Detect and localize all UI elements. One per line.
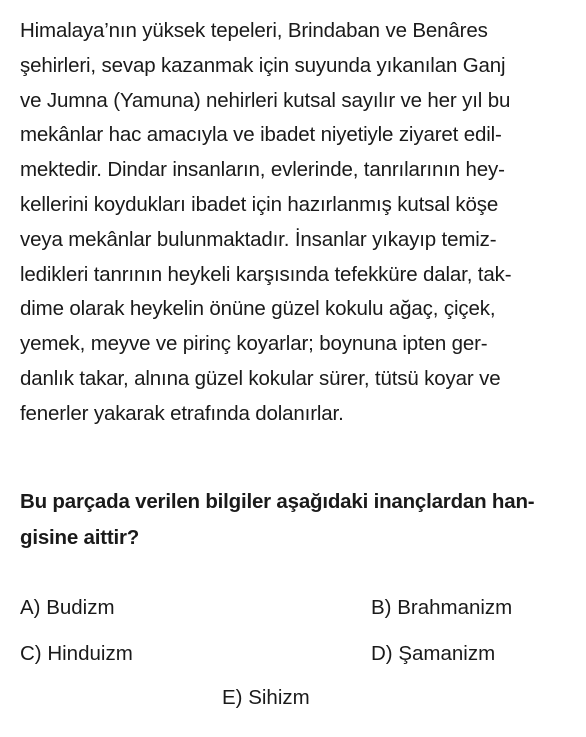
answer-option-d[interactable]: D) Şamanizm bbox=[371, 642, 496, 665]
passage-line: yemek, meyve ve pirinç koyarlar; boynuna ipten ger- bbox=[20, 332, 488, 356]
answer-option-a[interactable]: A) Budizm bbox=[20, 596, 115, 619]
question-line: gisine aittir? bbox=[20, 526, 140, 549]
passage-line: dime olarak heykelin önüne güzel kokulu ağaç, çiçek, bbox=[20, 297, 496, 321]
question-line: Bu parçada verilen bilgiler aşağıdaki inançlardan han- bbox=[20, 490, 535, 513]
answer-option-c[interactable]: C) Hinduizm bbox=[20, 642, 133, 665]
passage-line: şehirleri, sevap kazanmak için suyunda yıkanılan Ganj bbox=[20, 53, 506, 77]
passage-line: ledikleri tanrının heykeli karşısında tefekküre dalar, tak- bbox=[20, 262, 512, 286]
passage-line: veya mekânlar bulunmaktadır. İnsanlar yıkayıp temiz- bbox=[20, 227, 497, 251]
passage-line: mekânlar hac amacıyla ve ibadet niyetiyle ziyaret edil- bbox=[20, 123, 502, 147]
passage-text bbox=[20, 14, 568, 432]
answer-option-b[interactable]: B) Brahmanizm bbox=[371, 596, 513, 619]
passage-line: danlık takar, alnına güzel kokular sürer, tütsü koyar ve bbox=[20, 366, 501, 390]
answer-option-e[interactable]: E) Sihizm bbox=[222, 686, 310, 709]
passage-line: fenerler yakarak etrafında dolanırlar. bbox=[20, 401, 344, 425]
passage-line: kellerini koydukları ibadet için hazırlanmış kutsal köşe bbox=[20, 192, 499, 216]
passage-line: Himalaya’nın yüksek tepeleri, Brindaban ve Benâres bbox=[20, 19, 488, 42]
question-stem bbox=[20, 484, 568, 556]
passage-line: mektedir. Dindar insanların, evlerinde, tanrılarının hey- bbox=[20, 158, 505, 182]
passage-line: ve Jumna (Yamuna) nehirleri kutsal sayılır ve her yıl bu bbox=[20, 88, 511, 112]
